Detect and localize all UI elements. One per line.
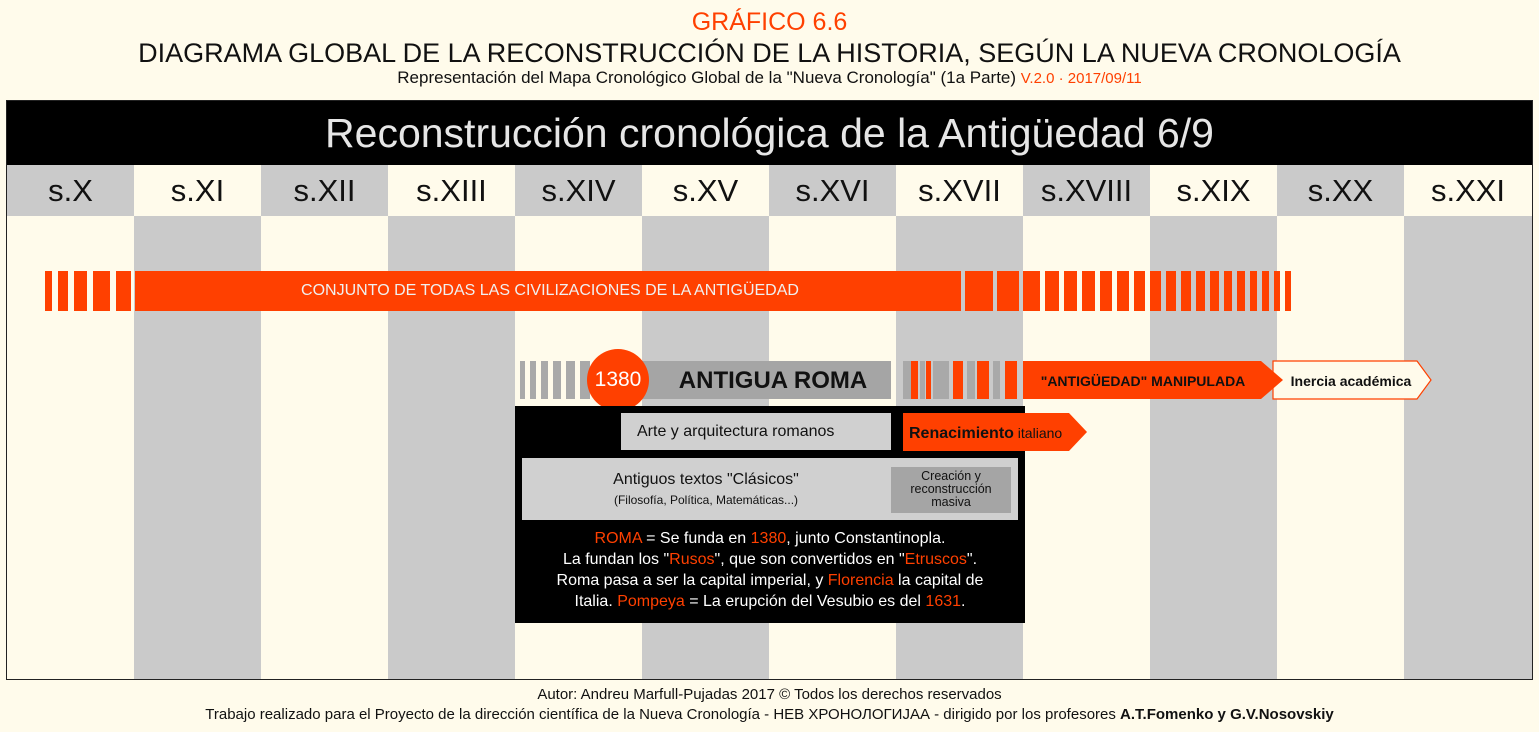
conjunto-stripe	[1082, 271, 1095, 311]
text: la capital de	[893, 572, 984, 589]
textos-clasicos-subtitle: (Filosofía, Política, Matemáticas...)	[613, 493, 799, 507]
footer-professors: A.T.Fomenko y G.V.Nosovskiy	[1120, 706, 1334, 723]
conjunto-stripe	[1134, 271, 1145, 311]
century-label: s.XIII	[388, 165, 515, 216]
inercia-label: Inercia académica	[1290, 373, 1412, 389]
conjunto-stripe	[1196, 271, 1205, 311]
century-column	[1277, 165, 1404, 679]
manipulada-label: "ANTIGÜEDAD" MANIPULADA	[1040, 373, 1246, 389]
arte-arquitectura-box: Arte y arquitectura romanos	[621, 413, 891, 450]
roma-stripe	[566, 361, 575, 399]
conjunto-stripe	[1274, 271, 1280, 311]
conjunto-stripe	[45, 271, 52, 311]
page-title: DIAGRAMA GLOBAL DE LA RECONSTRUCCIÓN DE LA HISTORIA, SEGÚN LA NUEVA CRONOLOGÍA	[138, 38, 1401, 68]
conjunto-stripe	[1262, 271, 1269, 311]
creacion-reconstruccion-box: Creación y reconstrucción masiva	[891, 467, 1011, 513]
footer-credits	[0, 706, 1539, 723]
text: = La erupción del Vesubio es del	[684, 593, 926, 610]
conjunto-stripe	[965, 271, 993, 311]
century-label: s.XVIII	[1023, 165, 1150, 216]
transition-stripe	[911, 361, 918, 399]
conjunto-stripe	[1250, 271, 1257, 311]
diagram-frame	[6, 100, 1533, 680]
roma-description	[515, 528, 1025, 612]
century-label: s.XV	[642, 165, 769, 216]
conjunto-stripe	[1166, 271, 1176, 311]
text: ", que son convertidos en "	[714, 551, 905, 568]
century-label: s.XI	[134, 165, 261, 216]
hl-etruscos: Etruscos	[904, 551, 967, 568]
text: .	[961, 593, 966, 610]
conjunto-stripe	[1023, 271, 1040, 311]
manipulada-arrows	[1021, 359, 1433, 401]
century-column	[388, 165, 515, 679]
conjunto-stripe	[1150, 271, 1161, 311]
hl-1631: 1631	[925, 593, 962, 610]
roma-stripe	[530, 361, 536, 399]
transition-stripe	[1005, 361, 1017, 399]
transition-stripe	[926, 361, 931, 399]
transition-stripe	[953, 361, 963, 399]
roma-line-3	[515, 570, 1025, 591]
roma-stripe	[541, 361, 548, 399]
hl-pompeya: Pompeya	[617, 593, 685, 610]
conjunto-stripe	[58, 271, 68, 311]
text: La fundan los "	[562, 551, 670, 568]
hl-roma: ROMA	[594, 530, 642, 547]
roma-stripe	[520, 361, 525, 399]
transition-stripe	[977, 361, 989, 399]
century-label: s.XIX	[1150, 165, 1277, 216]
roma-line-4	[515, 591, 1025, 612]
century-label: s.XX	[1277, 165, 1404, 216]
conjunto-stripe	[116, 271, 131, 311]
century-label: s.XII	[261, 165, 388, 216]
conjunto-stripe	[1045, 271, 1059, 311]
text: , junto Constantinopla.	[786, 530, 946, 547]
textos-clasicos-title: Antiguos textos "Clásicos"	[613, 471, 799, 488]
hl-florencia: Florencia	[827, 572, 894, 589]
year-1380-circle: 1380	[587, 349, 649, 411]
version-label: V.2.0 · 2017/09/11	[1020, 70, 1142, 87]
conjunto-stripe	[997, 271, 1019, 311]
conjunto-stripe	[1100, 271, 1112, 311]
conjunto-stripe	[1285, 271, 1291, 311]
conjunto-stripe	[1237, 271, 1245, 311]
conjunto-stripe	[93, 271, 110, 311]
text: ".	[966, 551, 978, 568]
century-label: s.X	[7, 165, 134, 216]
conjunto-label: CONJUNTO DE TODAS LAS CIVILIZACIONES DE LA ANTIGÜEDAD	[301, 282, 799, 299]
footer-work: Trabajo realizado para el Proyecto de la dirección científica de la Nueva Cronología - НЕВ ХРОНОЛОГИЈАА - dirigido por los profesores	[205, 706, 1121, 723]
page-subtitle	[0, 68, 1539, 88]
footer-author: Autor: Andreu Marfull-Pujadas 2017 © Todos los derechos reservados	[537, 686, 1002, 703]
renacimiento-label	[909, 425, 1062, 442]
transition-stripe	[993, 361, 1000, 399]
conjunto-stripe	[74, 271, 87, 311]
text: Roma pasa a ser la capital imperial, y	[556, 572, 828, 589]
renacimiento-arrow-svg	[901, 411, 1091, 453]
century-label: s.XXI	[1404, 165, 1532, 216]
century-label: s.XIV	[515, 165, 642, 216]
banner-title: Reconstrucción cronológica de la Antigüedad 6/9	[7, 101, 1532, 165]
roma-line-1	[515, 528, 1025, 549]
antigua-roma-label: ANTIGUA ROMA	[678, 367, 868, 394]
transition-stripe	[920, 361, 925, 399]
conjunto-stripe	[1210, 271, 1219, 311]
conjunto-stripe	[1224, 271, 1232, 311]
text: Italia.	[574, 593, 618, 610]
century-column	[7, 165, 134, 679]
conjunto-stripe	[1181, 271, 1191, 311]
century-label: s.XVI	[769, 165, 896, 216]
roma-stripe	[553, 361, 561, 399]
chart-number: GRÁFICO 6.6	[691, 8, 848, 36]
century-column	[261, 165, 388, 679]
century-column	[1404, 165, 1532, 679]
hl-rusos: Rusos	[669, 551, 715, 568]
century-column	[134, 165, 261, 679]
transition-stripe	[967, 361, 975, 399]
transition-stripe	[903, 361, 911, 399]
text: = Se funda en	[641, 530, 751, 547]
renacimiento-rest: italiano	[1013, 425, 1063, 441]
conjunto-stripe	[1117, 271, 1129, 311]
conjunto-stripe	[1064, 271, 1077, 311]
roma-line-2	[515, 549, 1025, 570]
century-label: s.XVII	[896, 165, 1023, 216]
century-column	[1150, 165, 1277, 679]
renacimiento-bold: Renacimiento	[909, 425, 1014, 442]
transition-stripe	[933, 361, 949, 399]
hl-1380: 1380	[750, 530, 787, 547]
subtitle-text: Representación del Mapa Cronológico Global de la "Nueva Cronología" (1a Parte)	[397, 68, 1017, 87]
